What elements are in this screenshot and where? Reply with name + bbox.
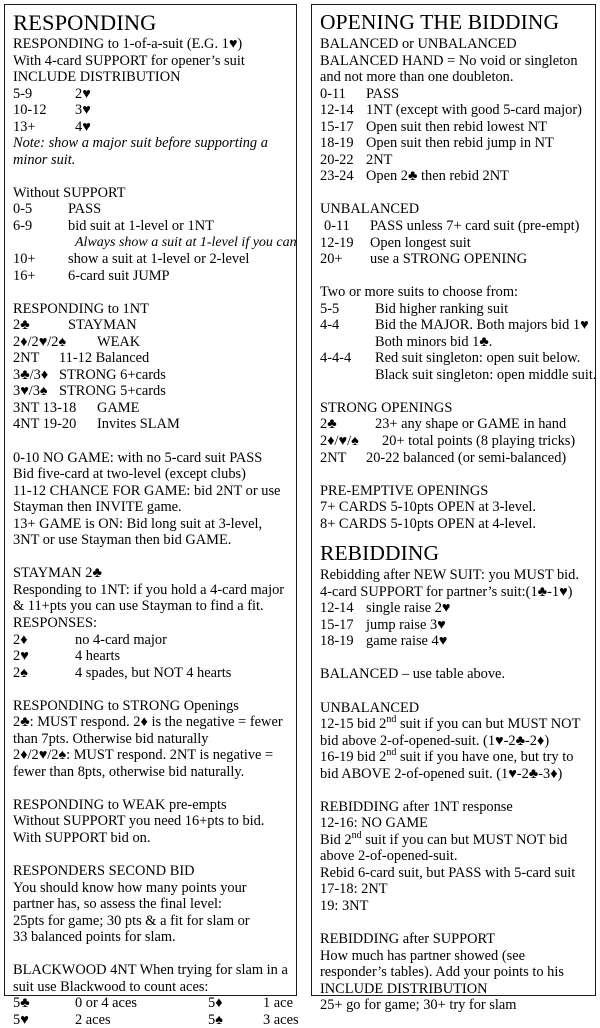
responding-weak-heading: RESPONDING to WEAK pre-empts	[13, 796, 227, 813]
rebidding-unbalanced-line4: bid ABOVE 2-of-opened suit. (1♥-2♣-3♦)	[320, 765, 563, 782]
responding-strong-heading: RESPONDING to STRONG Openings	[13, 697, 239, 714]
points-cell: 12-14	[320, 102, 354, 119]
rebidding-1nt-line4: Rebid 6-card suit, but PASS with 5-card suit	[320, 864, 576, 881]
ordinal-suffix: nd	[386, 747, 397, 759]
rebidding-balanced-note: BALANCED – use table above.	[320, 666, 506, 683]
meaning-cell: 20-22 balanced (or semi-balanced)	[366, 449, 567, 466]
action-cell: Bid the MAJOR. Both majors bid 1♥	[375, 317, 589, 334]
meaning-cell: STRONG 5+cards	[59, 383, 166, 400]
table-row	[320, 235, 588, 252]
action-cell: PASS unless 7+ card suit (pre-empt)	[370, 217, 580, 234]
responders-second-bid-heading: RESPONDERS SECOND BID	[13, 863, 195, 880]
responding-1nt-para-line: Stayman then INVITE game.	[13, 499, 182, 516]
ordinal-suffix: nd	[386, 714, 397, 726]
action-cell: Black suit singleton: open middle suit.	[375, 366, 597, 383]
bid-cell: 2♦/♥/♠	[320, 432, 359, 449]
panel-title-opening-the-bidding: OPENING THE BIDDING	[320, 10, 560, 34]
table-row	[13, 251, 289, 268]
unbalanced-heading: UNBALANCED	[320, 201, 420, 218]
table-row	[320, 135, 588, 152]
table-row	[13, 1011, 299, 1028]
table-row	[320, 317, 588, 334]
responding-1nt-para-line: 11-12 CHANCE FOR GAME: bid 2NT or use	[13, 482, 281, 499]
points-cell: 16+	[13, 267, 36, 284]
points-cell: 10+	[13, 251, 36, 268]
action-cell: Open 2♣ then rebid 2NT	[366, 168, 509, 185]
responding-1suit-line2: With 4-card SUPPORT for opener’s suit	[13, 52, 245, 69]
blackwood-line1: BLACKWOOD 4NT When trying for slam in a	[13, 962, 288, 979]
without-support-italic-note: Always show a suit at 1-level if you can	[75, 234, 297, 250]
responding-1nt-para-line: 0-10 NO GAME: with no 5-card suit PASS	[13, 449, 263, 466]
balanced-line1: BALANCED or UNBALANCED	[320, 36, 517, 52]
table-row	[13, 268, 289, 285]
without-support-heading: Without SUPPORT	[13, 184, 126, 201]
ordinal-suffix: nd	[351, 830, 362, 842]
bid-cell: show a suit at 1-level or 2-level	[68, 251, 250, 268]
bid-cell: 2♣	[320, 416, 337, 433]
responding-weak-line: With SUPPORT bid on.	[13, 829, 151, 846]
meaning-cell: 23+ any shape or GAME in hand	[375, 416, 567, 433]
text-part: suit if you have one, but try to	[396, 749, 574, 766]
meaning-cell: 3 aces	[263, 1011, 299, 1028]
rebidding-support-line: How much has partner showed (see	[320, 947, 526, 964]
spacer	[320, 185, 588, 202]
pre-emptive-line: 7+ CARDS 5-10pts OPEN at 3-level.	[320, 499, 536, 516]
points-cell: 0-11	[320, 85, 346, 102]
points-cell: 15-17	[320, 118, 354, 135]
text-part: suit if you can but MUST NOT bid	[361, 831, 568, 848]
bid-cell: 2NT	[13, 350, 40, 367]
bid-cell: bid suit at 1-level or 1NT	[68, 217, 214, 234]
table-row	[13, 665, 289, 682]
bid-cell: 6-card suit JUMP	[68, 267, 170, 284]
table-row	[320, 350, 588, 367]
rebidding-1nt-line6: 19: 3NT	[320, 898, 369, 915]
meaning-cell: GAME	[97, 399, 140, 416]
table-row	[320, 168, 588, 185]
table-row	[320, 334, 588, 351]
meaning-cell: 2 aces	[75, 1011, 111, 1028]
bid-cell: 5♣	[13, 995, 30, 1012]
table-row	[320, 251, 588, 268]
meaning-cell: no 4-card major	[75, 631, 167, 648]
table-row	[13, 218, 289, 235]
table-row	[13, 648, 289, 665]
spacer	[13, 847, 289, 864]
table-row	[13, 367, 289, 384]
shape-cell: 5-5	[320, 300, 340, 317]
table-row	[320, 218, 588, 235]
bid-cell: 2♦	[13, 631, 28, 648]
bid-cell: 2NT	[320, 449, 347, 466]
table-row	[13, 350, 289, 367]
bid-cell: PASS	[68, 201, 102, 218]
bid-cell: 3♣/3♦	[13, 366, 49, 383]
meaning-cell: WEAK	[97, 333, 141, 350]
meaning-cell: 1 ace	[263, 995, 293, 1012]
text-part: suit if you can but MUST NOT	[396, 716, 581, 733]
points-cell: 5-9	[13, 85, 33, 102]
table-row	[320, 301, 588, 318]
action-cell: Open longest suit	[370, 234, 471, 251]
spacer	[13, 549, 289, 566]
bid-cell: 5♥	[13, 1011, 29, 1028]
rebidding-unbalanced-line3	[320, 749, 588, 766]
responding-strong-line: 2♦/2♥/2♠: MUST respond. 2NT is negative =	[13, 747, 274, 764]
meaning-cell: 11-12 Balanced	[59, 350, 150, 367]
pre-emptive-heading: PRE-EMPTIVE OPENINGS	[320, 482, 489, 499]
meaning-cell: Invites SLAM	[97, 416, 180, 433]
rebidding-1nt-line5: 17-18: 2NT	[320, 881, 388, 898]
spacer	[320, 650, 588, 667]
spacer	[320, 268, 588, 285]
responding-strong-line: than 7pts. Otherwise bid naturally	[13, 730, 209, 747]
meaning-cell: 4 spades, but NOT 4 hearts	[75, 664, 232, 681]
responders-second-bid-line: partner has, so assess the final level:	[13, 896, 223, 913]
opening-bidding-panel	[311, 4, 597, 1014]
points-cell: 13+	[13, 118, 36, 135]
rebidding-1nt-line2	[320, 832, 588, 849]
table-row	[13, 86, 289, 103]
table-row	[13, 383, 289, 400]
spacer	[320, 383, 588, 400]
table-row	[320, 450, 588, 467]
rebidding-unbalanced-line1	[320, 716, 588, 733]
responding-strong-line: 2♣: MUST respond. 2♦ is the negative = fewer	[13, 714, 283, 731]
action-cell: jump raise 3♥	[366, 616, 446, 633]
bid-cell: 3♥/3♠	[13, 383, 48, 400]
spacer	[320, 683, 588, 700]
table-row	[320, 433, 588, 450]
points-cell: 12-19	[320, 234, 354, 251]
points-cell: 15-17	[320, 616, 354, 633]
rebidding-new-suit-line1: Rebidding after NEW SUIT: you MUST bid.	[320, 567, 579, 584]
table-row	[320, 152, 588, 169]
stayman-intro-line: RESPONSES:	[13, 614, 97, 631]
section-title-rebidding: REBIDDING	[320, 541, 440, 566]
text-part: Bid 2	[320, 831, 352, 848]
strong-openings-heading: STRONG OPENINGS	[320, 399, 453, 416]
shape-cell: 4-4-4	[320, 350, 352, 367]
action-cell: Both minors bid 1♣.	[375, 333, 493, 350]
spacer	[13, 433, 289, 450]
table-row	[13, 995, 293, 1012]
responders-second-bid-line: 25pts for game; 30 pts & a fit for slam or	[13, 912, 250, 929]
table-row	[320, 366, 597, 384]
responding-1nt-para-line: Bid five-card at two-level (except clubs)	[13, 466, 246, 483]
action-cell: 2NT	[366, 151, 393, 168]
meaning-cell: 0 or 4 aces	[75, 995, 137, 1012]
table-row	[320, 86, 588, 103]
table-row	[320, 416, 588, 433]
spacer	[13, 168, 289, 185]
bid-cell: 4♥	[75, 118, 91, 135]
bid-cell: 5♠	[208, 1011, 223, 1028]
rebidding-support-line: INCLUDE DISTRIBUTION	[320, 980, 488, 997]
spacer	[320, 915, 588, 932]
bid-cell: 5♦	[208, 995, 223, 1012]
stayman-intro-line: & 11+pts you can use Stayman to find a fit.	[13, 598, 264, 615]
table-row	[13, 317, 289, 334]
table-row	[13, 416, 289, 433]
text-part: 16-19 bid 2	[320, 749, 387, 766]
stayman-heading: STAYMAN 2♣	[13, 565, 102, 582]
points-cell: 0-11	[324, 217, 350, 234]
spacer	[320, 782, 588, 799]
two-or-more-suits-heading: Two or more suits to choose from:	[320, 284, 519, 301]
panel-title-responding: RESPONDING	[13, 10, 157, 35]
balanced-line2: BALANCED HAND = No void or singleton	[320, 52, 578, 69]
stayman-intro-line: Responding to 1NT: if you hold a 4-card major	[13, 581, 285, 598]
spacer	[13, 284, 289, 301]
bid-cell: 2♥	[13, 648, 29, 665]
rebidding-1nt-heading: REBIDDING after 1NT response	[320, 798, 513, 815]
action-cell: Open suit then rebid jump in NT	[366, 135, 554, 152]
table-row	[320, 633, 588, 650]
spacer	[13, 946, 289, 963]
table-row	[13, 334, 289, 351]
rebidding-new-suit-line2: 4-card SUPPORT for partner’s suit:(1♣-1♥)	[320, 583, 573, 600]
bid-cell: 2♠	[13, 664, 28, 681]
rebidding-support-line: 25+ go for game; 30+ try for slam	[320, 997, 517, 1014]
points-cell: 20-22	[320, 151, 354, 168]
points-cell: 12-14	[320, 600, 354, 617]
responding-weak-line: Without SUPPORT you need 16+pts to bid.	[13, 813, 265, 830]
rebidding-support-line: responder’s tables). Add your points to his	[320, 964, 564, 981]
rebidding-unbalanced-heading: UNBALANCED	[320, 699, 420, 716]
spacer	[13, 681, 289, 698]
action-cell: Red suit singleton: open suit below.	[375, 350, 581, 367]
rebidding-unbalanced-line2: bid above 2-of-opened-suit. (1♥-2♣-2♦)	[320, 732, 550, 749]
points-cell: 0-5	[13, 201, 33, 218]
balanced-line3: and not more than one doubleton.	[320, 69, 514, 86]
meaning-cell: STRONG 6+cards	[59, 366, 166, 383]
table-row	[320, 119, 588, 136]
table-row	[13, 632, 289, 649]
table-row	[320, 102, 588, 119]
bid-cell: 4NT 19-20	[13, 416, 77, 433]
responding-1suit-line1: RESPONDING to 1-of-a-suit (E.G. 1♥)	[13, 36, 243, 52]
points-cell: 10-12	[13, 102, 47, 119]
meaning-cell: 20+ total points (8 playing tricks)	[382, 432, 576, 449]
responding-1suit-note-line1: Note: show a major suit before supporting a	[13, 135, 268, 152]
points-cell: 20+	[320, 251, 343, 268]
responders-second-bid-line: You should know how many points your	[13, 879, 247, 896]
action-cell: game raise 4♥	[366, 633, 448, 650]
rebidding-1nt-line1: 12-16: NO GAME	[320, 815, 428, 832]
table-row	[320, 617, 588, 634]
responding-strong-line: fewer than 8pts, otherwise bid naturally.	[13, 763, 245, 780]
table-row	[13, 400, 289, 417]
action-cell: Open suit then rebid lowest NT	[366, 118, 548, 135]
points-cell: 23-24	[320, 168, 354, 185]
bid-cell: 3NT 13-18	[13, 399, 77, 416]
bid-cell: 2♥	[75, 85, 91, 102]
spacer	[320, 466, 588, 483]
bid-cell: 2♣	[13, 317, 30, 334]
text-part: 12-15 bid 2	[320, 716, 387, 733]
bid-cell: 3♥	[75, 102, 91, 119]
responding-1suit-note-line2: minor suit.	[13, 151, 76, 168]
table-row	[13, 201, 289, 218]
action-cell: Bid higher ranking suit	[375, 300, 509, 317]
rebidding-support-heading: REBIDDING after SUPPORT	[320, 931, 496, 948]
responding-1suit-line3: INCLUDE DISTRIBUTION	[13, 69, 181, 86]
action-cell: 1NT (except with good 5-card major)	[366, 102, 582, 119]
spacer	[13, 780, 289, 797]
points-cell: 18-19	[320, 135, 354, 152]
blackwood-line2: suit use Blackwood to count aces:	[13, 978, 209, 995]
action-cell: use a STRONG OPENING	[370, 251, 528, 268]
shape-cell: 4-4	[320, 317, 340, 334]
responding-1nt-heading: RESPONDING to 1NT	[13, 300, 149, 317]
responding-1nt-para-line: 13+ GAME is ON: Bid long suit at 3-level,	[13, 515, 263, 532]
pre-emptive-line: 8+ CARDS 5-10pts OPEN at 4-level.	[320, 515, 536, 532]
responding-panel	[4, 4, 299, 1028]
spacer	[320, 532, 588, 540]
table-row	[320, 600, 588, 617]
points-cell: 18-19	[320, 633, 354, 650]
meaning-cell: 4 hearts	[75, 648, 121, 665]
meaning-cell: STAYMAN	[68, 317, 137, 334]
bid-cell: 2♦/2♥/2♠	[13, 333, 67, 350]
responders-second-bid-line: 33 balanced points for slam.	[13, 929, 176, 946]
responding-1nt-para-line: 3NT or use Stayman then bid GAME.	[13, 532, 232, 549]
points-cell: 6-9	[13, 217, 33, 234]
table-row	[13, 119, 289, 136]
action-cell: single raise 2♥	[366, 600, 451, 617]
table-row	[13, 102, 289, 119]
action-cell: PASS	[366, 85, 400, 102]
rebidding-1nt-line3: above 2-of-opened-suit.	[320, 848, 458, 865]
